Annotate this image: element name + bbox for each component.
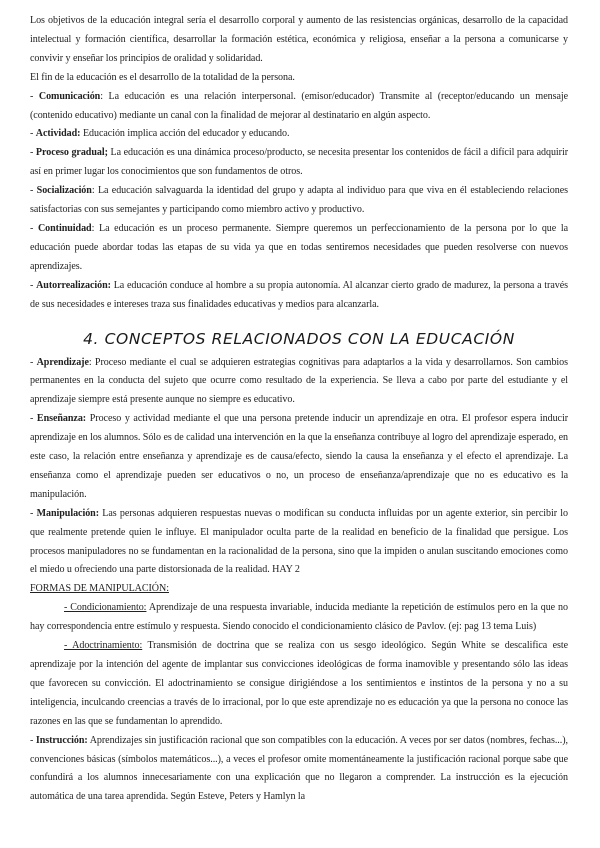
feature-continuidad: - Continuidad: La educación es un proceso permanente. Siempre queremos un perfeccionamiento de la persona por lo que la educación puede abordar todas las etapas de su vida ya que en todas sentiremos necesidades que pueden resolverse con nuevos aprendizajes. bbox=[30, 222, 568, 272]
concept-instruccion: - Instrucción: Aprendizajes sin justificación racional que son compatibles con la educación. A veces por ser datos (nombres, fechas...), convenciones básicas (símbolos matemáticos...), a veces el profesor omite momentáneamente la justificación racional porque sabe que confundirá a los alumnos innecesariamente con una explicación que no llegaron a comprender. La instrucción es la ejecución automática de una tarea aprendida. Según Esteve, Peters y Hamlyn la bbox=[30, 734, 568, 803]
concept-aprendizaje: - Aprendizaje: Proceso mediante el cual se adquieren estrategias cognitivas para adaptarlos a la vida y desarrollarnos. Son cambios permanentes en la conducta del sujeto que ocurre como resultado de la experiencia. Se lleva a cabo por parte del estudiante y el aprendizaje siempre está presente aunque no siempre es educativo. bbox=[30, 356, 568, 406]
concept-term: Aprendizaje bbox=[36, 356, 89, 368]
feature-term: Socialización bbox=[36, 185, 92, 197]
manipulation-forms-title: FORMAS DE MANIPULACIÓN: bbox=[30, 583, 169, 595]
concept-term: - Condicionamiento: bbox=[64, 602, 147, 614]
concept-adoctrinamiento: - Adoctrinamiento: Transmisión de doctrina que se realiza con us sesgo ideológico. Según White se descalifica este aprendizaje por la intención del agente de implantar sus convicciones ideológicas de forma inamovible y presentando sólo las ideas que favorecen su convicción. El adoctrinamiento se consigue dirigiéndose a los sentimientos e instintos de la persona y no a su inteligencia, inculcando creencias a través de lo irracional, por lo que este aprendizaje no es educación ya que la persona no conoce las razones en las que se fundamentan lo aprendido. bbox=[30, 640, 568, 727]
concept-manipulacion: - Manipulación: Las personas adquieren respuestas nuevas o modifican su conducta influidas por un agente exterior, sin percibir lo que realmente pretende quien le influye. El manipulador oculta parte de la realidad en beneficio de la finalidad que persigue. Los procesos manipuladores no se fundamentan en la racionalidad de la persona, sino que la impiden o anulan suscitando emociones como el miedo u ofreciendo una parte distorsionada de la realidad. HAY 2 bbox=[30, 507, 568, 576]
feature-term: Actividad: bbox=[35, 128, 81, 140]
concept-term: Manipulación: bbox=[36, 507, 99, 519]
section-heading: 4. CONCEPTOS RELACIONADOS CON LA EDUCACIÓN bbox=[83, 329, 515, 348]
feature-socializacion: - Socialización: La educación salvaguarda la identidad del grupo y adapta al individuo para que viva en él estableciendo relaciones satisfactorias con sus semejantes y participando como miembro activo y productivo. bbox=[30, 185, 569, 216]
intro-goal: El fin de la educación es el desarrollo de la totalidad de la persona. bbox=[30, 71, 295, 83]
concept-term: Enseñanza: bbox=[36, 413, 87, 425]
feature-term: Continuidad bbox=[37, 222, 92, 234]
feature-actividad: - Actividad: Educación implica acción del educador y educando. bbox=[30, 128, 290, 140]
feature-comunicacion: - Comunicación: La educación es una relación interpersonal. (emisor/educador) Transmite al (receptor/educando un mensaje (contenido educativo) mediante un canal con la finalidad de mejorar al destinatario en algún aspecto. bbox=[30, 90, 568, 121]
feature-proceso-gradual: - Proceso gradual; La educación es una dinámica proceso/producto, se necesita presentar los contenidos de fácil a difícil para adquirir así en primer lugar los conocimientos que son fundamentos de otros. bbox=[30, 147, 568, 178]
concept-term: Instrucción: bbox=[35, 734, 88, 746]
concept-ensenanza: - Enseñanza: Proceso y actividad mediante el que una persona pretende inducir un aprendizaje en otra. El profesor espera inducir aprendizaje en los alumnos. Sólo es de calidad una intervención en la que la enseñanza contribuye al logro del aprendizaje esperado, en este caso, la relación entre enseñanza y aprendizaje es de causa/efecto, siendo la causa la enseñanza y el efecto el aprendizaje. La enseñanza como el aprendizaje pueden ser educativos o no, un proceso de enseñanza/aprendizaje que no es educativo es la manipulación. bbox=[30, 413, 568, 500]
feature-autorrealizacion: - Autorrealización: La educación conduce al hombre a su propia autonomía. Al alcanzar cierto grado de madurez, la persona a través de sus necesidades e intereses traza sus finalidades educativas y medios para alcanzarla. bbox=[30, 279, 568, 310]
concept-term: - Adoctrinamiento: bbox=[64, 640, 143, 652]
feature-term: Autorrealización: bbox=[36, 279, 111, 291]
feature-term: Proceso gradual; bbox=[35, 147, 108, 159]
intro-paragraph: Los objetivos de la educación integral sería el desarrollo corporal y aumento de las resistencias orgánicas, desarrollo de la capacidad intelectual y formación científica, desarrollar la formación estética, económica y religiosa, enseñar a la persona a comunicarse y convivir y enseñar los principios de oralidad y solidaridad. bbox=[30, 15, 568, 64]
feature-term: Comunicación bbox=[38, 90, 101, 102]
concept-condicionamiento: - Condicionamiento: Aprendizaje de una respuesta invariable, inducida mediante la repetición de estímulos pero en la que no hay correspondencia entre estímulo y respuesta. Siendo conocido el condicionamiento clásico de Pavlov. (ej: pag 13 tema Luis) bbox=[30, 602, 568, 633]
